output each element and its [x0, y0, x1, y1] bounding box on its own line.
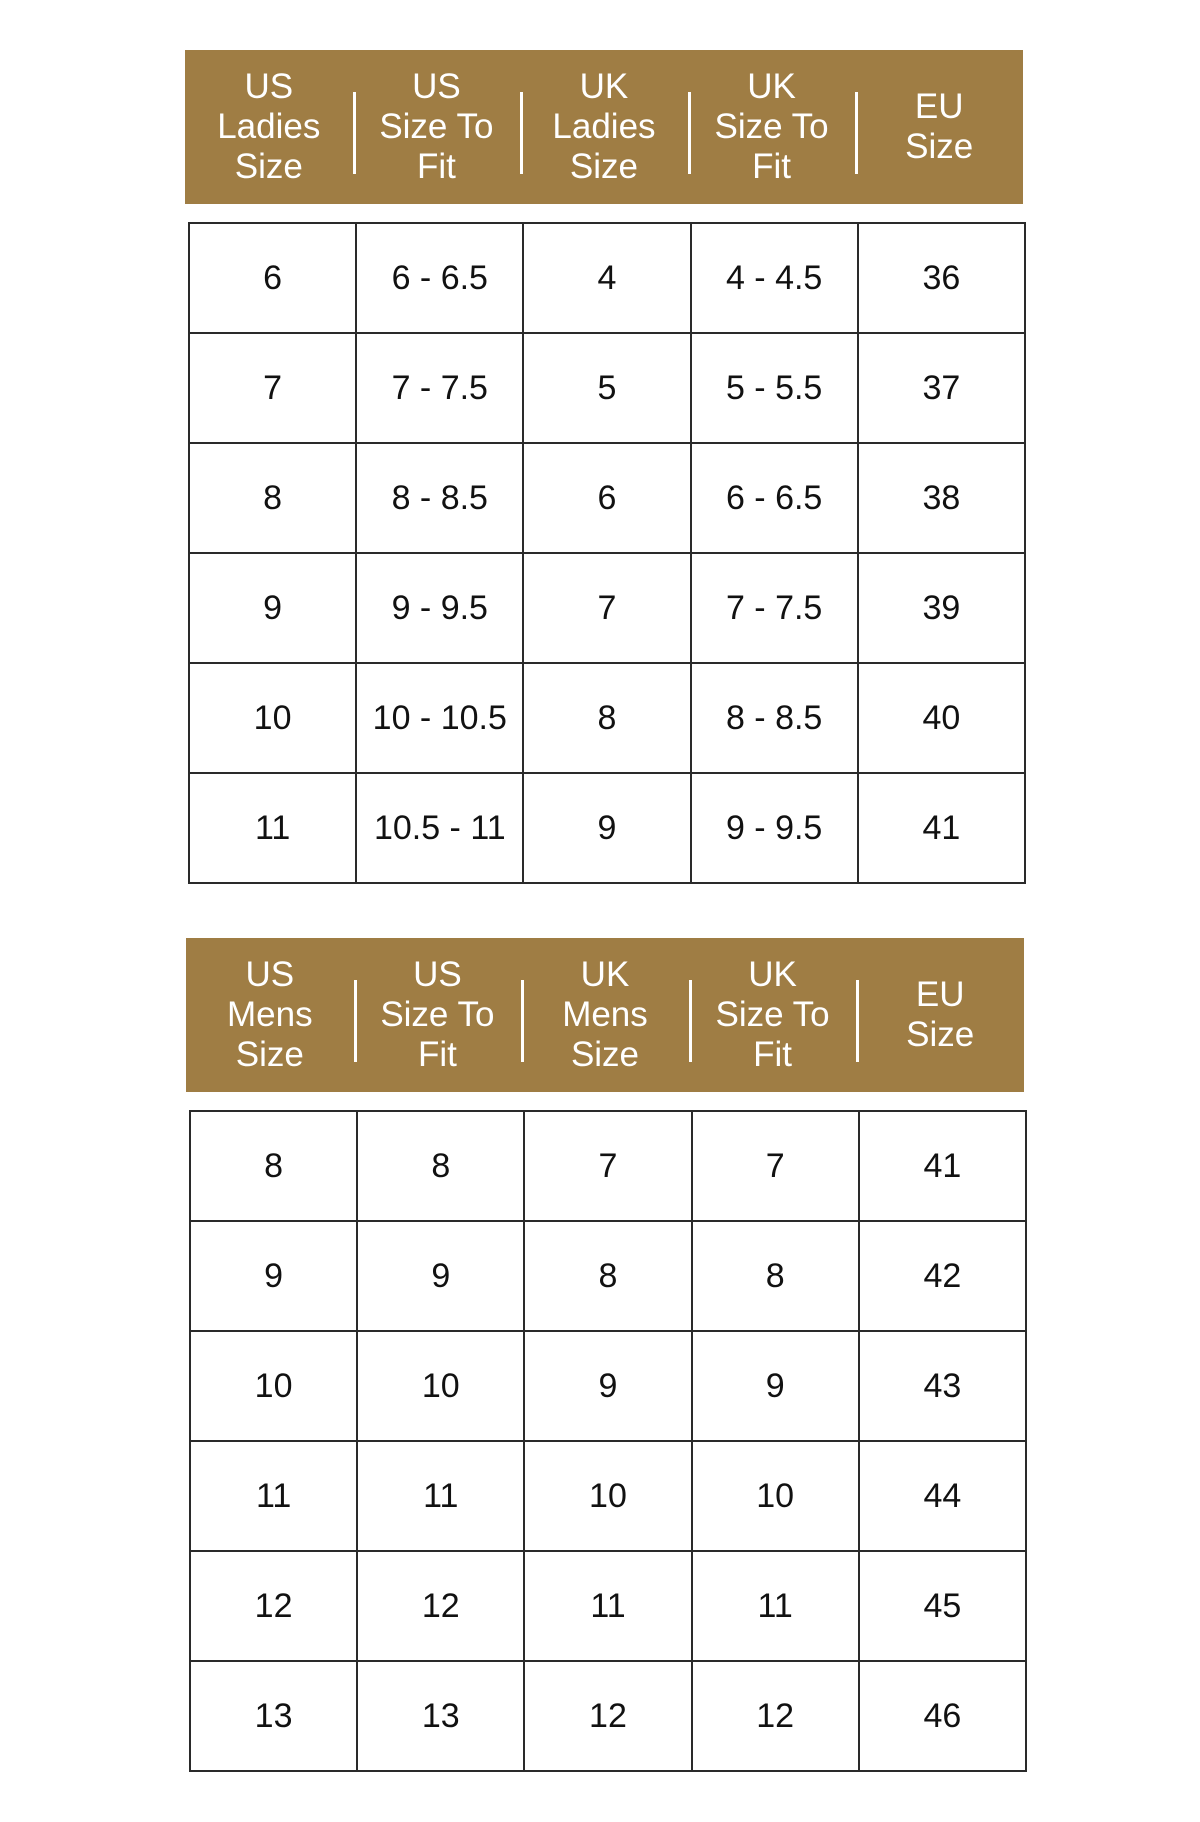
table-cell: 40	[858, 663, 1025, 773]
ladies-header-us-fit	[353, 50, 521, 204]
table-cell: 7	[524, 1111, 691, 1221]
table-cell: 7	[692, 1111, 859, 1221]
table-row	[189, 333, 1025, 443]
table-cell: 6	[189, 223, 356, 333]
table-cell: 8	[190, 1111, 357, 1221]
table-cell: 13	[357, 1661, 524, 1771]
ladies-size-chart	[185, 50, 1023, 884]
table-cell: 8	[524, 1221, 691, 1331]
table-cell: 10 - 10.5	[356, 663, 523, 773]
ladies-header-us-size	[185, 50, 353, 204]
table-cell: 39	[858, 553, 1025, 663]
table-cell: 8 - 8.5	[356, 443, 523, 553]
table-row	[190, 1441, 1026, 1551]
mens-header-eu-size-label: EU Size	[906, 975, 975, 1054]
mens-header-us-fit-label: US Size To Fit	[380, 955, 495, 1074]
table-cell: 8	[523, 663, 690, 773]
mens-header-uk-size	[521, 938, 689, 1092]
ladies-header-eu-size	[855, 50, 1023, 204]
table-cell: 7	[189, 333, 356, 443]
table-cell: 8	[357, 1111, 524, 1221]
table-cell: 6 - 6.5	[356, 223, 523, 333]
table-cell: 9	[524, 1331, 691, 1441]
table-cell: 12	[190, 1551, 357, 1661]
ladies-header-uk-fit-label: UK Size To Fit	[714, 67, 829, 186]
table-cell: 9 - 9.5	[691, 773, 858, 883]
table-cell: 10	[189, 663, 356, 773]
table-row	[189, 663, 1025, 773]
mens-header-us-size	[186, 938, 354, 1092]
table-cell: 36	[858, 223, 1025, 333]
table-cell: 9	[692, 1331, 859, 1441]
mens-header-uk-size-label: UK Mens Size	[562, 955, 648, 1074]
ladies-header-band	[185, 50, 1023, 204]
mens-header-band	[186, 938, 1024, 1092]
ladies-header-uk-size	[520, 50, 688, 204]
table-cell: 12	[692, 1661, 859, 1771]
table-cell: 4 - 4.5	[691, 223, 858, 333]
ladies-header-eu-size-label: EU Size	[905, 87, 974, 166]
table-cell: 9	[523, 773, 690, 883]
table-row	[190, 1551, 1026, 1661]
mens-header-eu-size	[856, 938, 1024, 1092]
table-cell: 10.5 - 11	[356, 773, 523, 883]
ladies-header-uk-fit	[688, 50, 856, 204]
ladies-header-us-fit-label: US Size To Fit	[379, 67, 494, 186]
table-cell: 46	[859, 1661, 1026, 1771]
table-cell: 10	[357, 1331, 524, 1441]
mens-size-chart	[186, 938, 1024, 1772]
table-row	[189, 553, 1025, 663]
table-cell: 11	[357, 1441, 524, 1551]
table-cell: 10	[524, 1441, 691, 1551]
table-row	[189, 223, 1025, 333]
table-cell: 8	[692, 1221, 859, 1331]
table-cell: 6	[523, 443, 690, 553]
mens-header-us-size-label: US Mens Size	[227, 955, 313, 1074]
table-cell: 11	[189, 773, 356, 883]
ladies-header-us-size-label: US Ladies Size	[217, 67, 321, 186]
table-cell: 7 - 7.5	[356, 333, 523, 443]
table-cell: 5	[523, 333, 690, 443]
table-cell: 41	[858, 773, 1025, 883]
table-cell: 8 - 8.5	[691, 663, 858, 773]
table-cell: 45	[859, 1551, 1026, 1661]
table-cell: 43	[859, 1331, 1026, 1441]
table-row	[189, 773, 1025, 883]
table-cell: 5 - 5.5	[691, 333, 858, 443]
table-cell: 9 - 9.5	[356, 553, 523, 663]
table-cell: 11	[524, 1551, 691, 1661]
table-cell: 12	[357, 1551, 524, 1661]
table-row	[190, 1111, 1026, 1221]
ladies-header-uk-size-label: UK Ladies Size	[552, 67, 656, 186]
mens-size-grid	[189, 1110, 1027, 1772]
table-row	[189, 443, 1025, 553]
table-cell: 13	[190, 1661, 357, 1771]
table-cell: 12	[524, 1661, 691, 1771]
ladies-size-grid	[188, 222, 1026, 884]
table-cell: 10	[692, 1441, 859, 1551]
table-cell: 10	[190, 1331, 357, 1441]
mens-header-uk-fit-label: UK Size To Fit	[715, 955, 830, 1074]
table-cell: 11	[190, 1441, 357, 1551]
table-cell: 9	[357, 1221, 524, 1331]
table-cell: 6 - 6.5	[691, 443, 858, 553]
table-row	[190, 1661, 1026, 1771]
mens-header-uk-fit	[689, 938, 857, 1092]
table-cell: 11	[692, 1551, 859, 1661]
table-cell: 7 - 7.5	[691, 553, 858, 663]
table-row	[190, 1331, 1026, 1441]
table-row	[190, 1221, 1026, 1331]
table-cell: 4	[523, 223, 690, 333]
table-cell: 42	[859, 1221, 1026, 1331]
table-cell: 37	[858, 333, 1025, 443]
table-cell: 38	[858, 443, 1025, 553]
table-cell: 9	[189, 553, 356, 663]
table-cell: 8	[189, 443, 356, 553]
table-cell: 41	[859, 1111, 1026, 1221]
table-cell: 7	[523, 553, 690, 663]
table-cell: 44	[859, 1441, 1026, 1551]
mens-header-us-fit	[354, 938, 522, 1092]
table-cell: 9	[190, 1221, 357, 1331]
